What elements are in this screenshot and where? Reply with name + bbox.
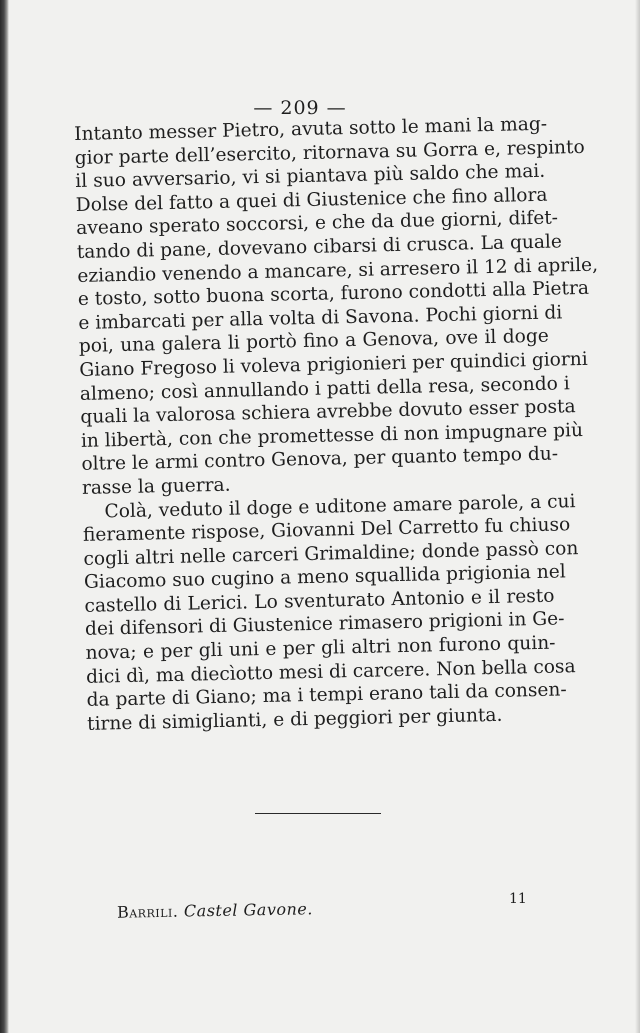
page-edge-shadow [635, 0, 640, 1033]
text-line: cogli altri nelle carceri Grimaldine; donde passò con [83, 537, 579, 570]
text-line: gior parte dell’esercito, ritornava su Gorra e, respinto [74, 136, 585, 169]
text-line: oltre le armi contro Genova, per quanto tempo du- [81, 443, 559, 476]
text-line: e imbarcati per alla volta di Savona. Pochi giorni di [78, 302, 563, 334]
text-line: dici dì, ma diecìotto mesi di carcere. Non bella cosa [85, 655, 576, 688]
text-line: da parte di Giano; ma i tempi erano tali da consen- [86, 679, 567, 712]
text-line: dei difensori di Giustenice rimasero prigioni in Ge- [84, 608, 565, 641]
signature-author: Barrili. [116, 901, 179, 922]
text-line: Intanto messer Pietro, avuta sotto le mani la mag- [74, 113, 548, 145]
text-line: poi, una galera li portò fino a Genova, ove il doge [78, 326, 550, 358]
text-line: Giano Fregoso li voleva prigionieri per quindici giorni [79, 348, 588, 381]
text-line: quali la valorosa schiera avrebbe dovuto esser posta [80, 396, 576, 429]
text-line: aveano sperato soccorsi, e che da due giorni, difet- [76, 207, 559, 240]
text-line: Dolse del fatto a quei di Giustenice che fino allora [75, 184, 548, 216]
text-line: tirne di simiglianti, e di peggiori per giunta. [86, 704, 503, 735]
text-line: Colà, veduto il doge e uditone amare parole, a cui [104, 490, 576, 522]
text-line: nova; e per gli uni e per gli altri non furono quin- [85, 632, 556, 664]
text-line: tando di pane, dovevano cibarsi di crusca. La quale [76, 231, 563, 263]
text-line: rasse la guerra. [81, 474, 231, 499]
sheet-number: 11 [509, 891, 527, 907]
text-line: castello di Lerici. Lo sventurato Antonio e il resto [84, 585, 555, 617]
book-spine-shadow [0, 0, 9, 1033]
text-line: almeno; così annullando i patti della resa, secondo i [79, 372, 570, 405]
text-line: il suo avversario, vi si piantava più saldo che mai. [75, 160, 546, 193]
section-divider [255, 813, 381, 814]
text-line: in libertà, con che promettesse di non impugnare più [80, 419, 584, 452]
page-number: — 209 — [253, 97, 347, 119]
text-line: eziandio venendo a mancare, si arresero il 12 di aprile, [77, 254, 599, 287]
body-text [74, 113, 599, 737]
text-line: e tosto, sotto buona scorta, furono condotti alla Pietra [77, 277, 590, 311]
signature-line [117, 899, 313, 921]
text-line: Giacomo suo cugino a meno squallida prigionia nel [83, 561, 566, 594]
signature-title: Castel Gavone. [183, 899, 314, 921]
text-line: fieramente rispose, Giovanni Del Carretto fu chiuso [82, 514, 571, 546]
